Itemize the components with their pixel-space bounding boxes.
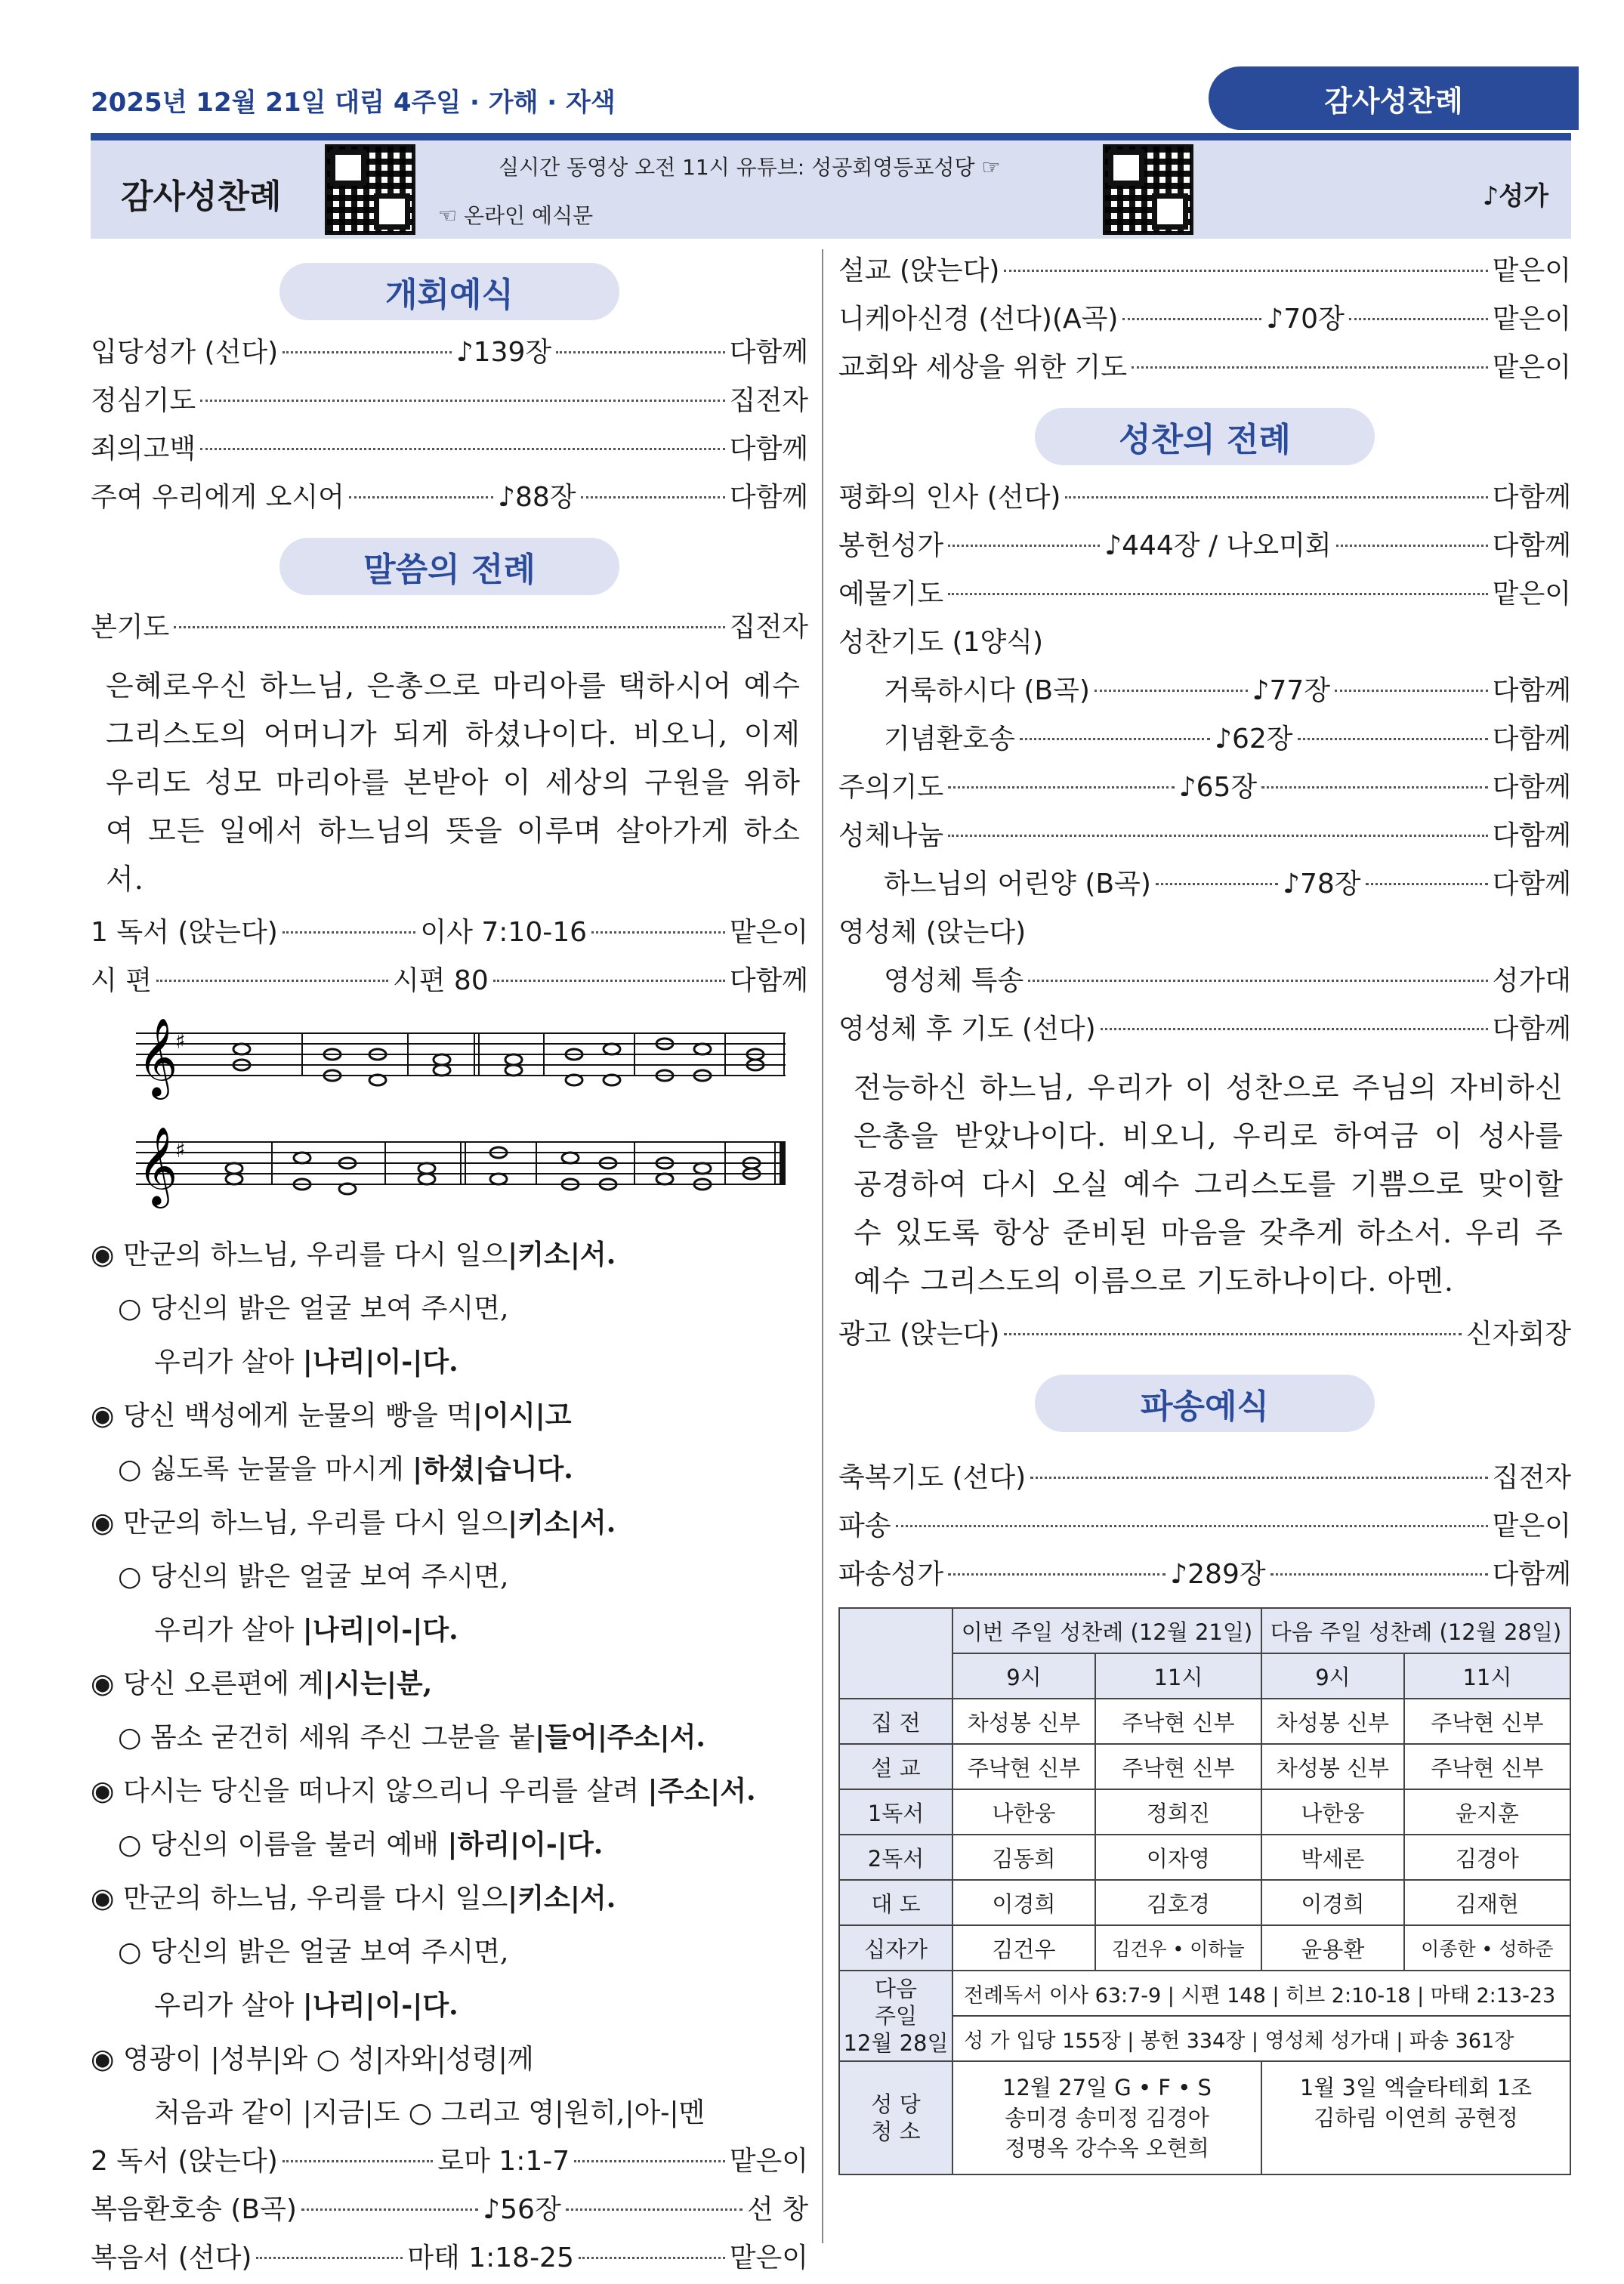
communion-head: 영성체 (앉는다) xyxy=(838,917,1027,948)
left-column xyxy=(91,249,808,2284)
psalm-line: ◉ 당신 백성에게 눈물의 빵을 먹|이시|고 xyxy=(91,1400,572,1431)
time-header: 11시 xyxy=(1404,1653,1570,1699)
order-row: 니케아신경 (선다)(A곡) ♪70장 맡은이 xyxy=(838,304,1572,335)
order-row: 복음서 (선다) 마태 1:18-25 맡은이 xyxy=(91,2242,809,2273)
order-row: 설교 (앉는다) 맡은이 xyxy=(838,255,1571,286)
schedule-cell: 차성봉 신부 xyxy=(1261,1744,1404,1789)
time-header: 9시 xyxy=(1261,1653,1404,1699)
section-dismissal: 파송예식 xyxy=(1035,1375,1375,1432)
role-label: 1독서 xyxy=(839,1789,952,1835)
time-header: 11시 xyxy=(1095,1653,1261,1699)
online-liturgy-text: ☜ 온라인 예식문 xyxy=(438,203,594,228)
psalm-line: ◉ 만군의 하느님, 우리를 다시 일으|키소|서. xyxy=(91,1239,616,1270)
music-staff-2 xyxy=(91,1119,808,1225)
schedule-cell: 이경희 xyxy=(952,1880,1095,1925)
order-row: 주의기도 ♪65장 다함께 xyxy=(838,772,1571,803)
psalm-line: ○ 당신의 밝은 얼굴 보여 주시면, xyxy=(118,1937,509,1968)
order-row: 교회와 세상을 위한 기도 맡은이 xyxy=(838,352,1571,383)
schedule-cell: 김건우 • 이하늘 xyxy=(1095,1925,1261,1971)
psalm-line: 처음과 같이 |지금|도 ○ 그리고 영|원히,|아-|멘 xyxy=(154,2097,705,2128)
schedule-cell: 주낙현 신부 xyxy=(1404,1744,1570,1789)
reading1-row: 1 독서 (앉는다) 이사 7:10-16 맡은이 xyxy=(91,917,809,948)
svg-text:♯: ♯ xyxy=(175,1137,186,1162)
schedule-cell: 주낙현 신부 xyxy=(1404,1699,1570,1744)
order-row: 하느님의 어린양 (B곡) ♪78장 다함께 xyxy=(884,869,1571,900)
psalm-line: ○ 당신의 밝은 얼굴 보여 주시면, xyxy=(118,1293,509,1324)
order-row: 예물기도 맡은이 xyxy=(838,579,1571,610)
post-communion-text: 전능하신 하느님, 우리가 이 성찬으로 주님의 자비하신 은총을 받았나이다. 비오니, 우리로 하여금 이 성사를 공경하여 다시 오실 예수 그리스도를 기쁨으로 맞이할 수 있도록 항상 준비된 마음을 갖추게 하소서. 우리 주 예수 그리스도의 이름으로 기도하나이다. 아멘. xyxy=(854,1071,1564,1298)
live-stream-text: 실시간 동영상 오전 11시 유튜브: 성공회영등포성당 ☞ xyxy=(499,155,1001,180)
psalm-line: ○ 당신의 이름을 불러 예배 |하리|이-|다. xyxy=(118,1829,604,1860)
right-column xyxy=(838,249,1571,2175)
column-divider xyxy=(822,249,823,2243)
psalm-text xyxy=(91,1228,808,2140)
eucharistic-prayer-head: 성찬기도 (1양식) xyxy=(838,627,1044,658)
order-row: 봉헌성가 ♪444장 / 나오미회 다함께 xyxy=(838,530,1571,561)
schedule-cell: 김동희 xyxy=(952,1835,1095,1880)
section-eucharist: 성찬의 전례 xyxy=(1035,408,1375,465)
notice-row: 광고 (앉는다) 신자회장 xyxy=(838,1319,1571,1350)
order-row: 정심기도 집전자 xyxy=(91,385,808,416)
psalm-line: ○ 싫도록 눈물을 마시게 |하셨|습니다. xyxy=(118,1453,573,1485)
collect-text: 은혜로우신 하느님, 은총으로 마리아를 택하시어 예수 그리스도의 어머니가 되게 하셨나이다. 비오니, 이제 우리도 성모 마리아를 본받아 이 세상의 구원을 위하여 모든 일에서 하느님의 뜻을 이루며 살아가게 하소서. xyxy=(106,669,801,896)
schedule-cell: 박세론 xyxy=(1261,1835,1404,1880)
schedule-cell: 차성봉 신부 xyxy=(1261,1699,1404,1744)
schedule-cell: 이자영 xyxy=(1095,1835,1261,1880)
header-box xyxy=(91,140,1571,239)
qr-code-youtube-icon[interactable] xyxy=(1103,144,1193,235)
psalm-line: ◉ 영광이 |성부|와 ○ 성|자와|성령|께 xyxy=(91,2044,534,2075)
order-row: 축복기도 (선다) 집전자 xyxy=(838,1462,1571,1493)
section-word: 말씀의 전례 xyxy=(279,538,619,595)
schedule-cell: 김재현 xyxy=(1404,1880,1570,1925)
corner-badge: 감사성찬례 xyxy=(1209,66,1579,130)
schedule-cell: 김호경 xyxy=(1095,1880,1261,1925)
order-row: 거룩하시다 (B곡) ♪77장 다함께 xyxy=(884,675,1571,706)
order-row: 2 독서 (앉는다) 로마 1:1-7 맡은이 xyxy=(91,2146,809,2177)
next-week-header: 다음 주일 성찬례 (12월 28일) xyxy=(1261,1608,1570,1653)
role-label: 2독서 xyxy=(839,1835,952,1880)
order-row: 영성체 후 기도 (선다) 다함께 xyxy=(838,1014,1571,1045)
role-label: 십자가 xyxy=(839,1925,952,1971)
schedule-cell: 주낙현 신부 xyxy=(952,1744,1095,1789)
schedule-cell: 김경아 xyxy=(1404,1835,1570,1880)
schedule-cell: 주낙현 신부 xyxy=(1095,1744,1261,1789)
schedule-table xyxy=(838,1607,1571,2175)
music-staff-1 xyxy=(91,1011,808,1116)
section-opening: 개회예식 xyxy=(279,263,619,320)
time-header: 9시 xyxy=(952,1653,1095,1699)
schedule-cell: 윤지훈 xyxy=(1404,1789,1570,1835)
schedule-cell: 차성봉 신부 xyxy=(952,1699,1095,1744)
schedule-cell: 나한웅 xyxy=(1261,1789,1404,1835)
order-row: 기념환호송 ♪62장 다함께 xyxy=(884,724,1571,755)
order-row: 평화의 인사 (선다) 다함께 xyxy=(838,482,1571,513)
role-label: 대 도 xyxy=(839,1880,952,1925)
order-row: 복음환호송 (B곡) ♪56장 선 창 xyxy=(91,2194,809,2225)
psalm-row: 시 편 시편 80 다함께 xyxy=(91,965,809,996)
svg-text:♯: ♯ xyxy=(175,1029,186,1054)
order-row: 입당성가 (선다) ♪139장 다함께 xyxy=(91,337,808,368)
order-row: 파송성가 ♪289장 다함께 xyxy=(838,1559,1571,1590)
order-row: 파송 맡은이 xyxy=(838,1511,1571,1542)
next-sunday-label: 다음 주일 12월 28일 xyxy=(839,1971,952,2061)
header-rule xyxy=(91,133,1571,140)
order-row: 영성체 특송 성가대 xyxy=(884,965,1571,996)
psalm-line: ○ 몸소 굳건히 세워 주신 그분을 붙|들어|주소|서. xyxy=(118,1721,705,1753)
psalm-line: 우리가 살아 |나리|이-|다. xyxy=(154,1989,458,2021)
hymn-label: ♪성가 xyxy=(1482,181,1548,211)
role-label: 집 전 xyxy=(839,1699,952,1744)
next-readings: 전례독서 이사 63:7-9 | 시편 148 | 히브 2:10-18 | 마태 2:13-23 xyxy=(952,1971,1570,2016)
schedule-cell: 정희진 xyxy=(1095,1789,1261,1835)
schedule-cell: 나한웅 xyxy=(952,1789,1095,1835)
next-hymns: 성 가 입당 155장 | 봉헌 334장 | 영성체 성가대 | 파송 361장 xyxy=(952,2016,1570,2061)
psalm-line: ◉ 당신 오른편에 계|시는|분, xyxy=(91,1668,433,1699)
schedule-cell: 주낙현 신부 xyxy=(1095,1699,1261,1744)
header-title: 감사성찬례 xyxy=(121,177,282,216)
psalm-line: ○ 당신의 밝은 얼굴 보여 주시면, xyxy=(118,1561,509,1592)
svg-text:𝄞: 𝄞 xyxy=(137,1017,178,1097)
psalm-line: ◉ 다시는 당신을 떠나지 않으리니 우리를 살려 |주소|서. xyxy=(91,1775,756,1807)
psalm-line: 우리가 살아 |나리|이-|다. xyxy=(154,1346,458,1378)
cleaning-group-b: 1월 3일 엑슬타테회 1조 김하림 이연희 공현정 xyxy=(1261,2061,1570,2174)
order-row: 죄의고백 다함께 xyxy=(91,434,808,465)
qr-code-online-icon[interactable] xyxy=(325,144,415,235)
svg-text:𝄞: 𝄞 xyxy=(137,1126,178,1205)
role-label: 설 교 xyxy=(839,1744,952,1789)
collect-row: 본기도 집전자 xyxy=(91,612,808,643)
schedule-cell: 이경희 xyxy=(1261,1880,1404,1925)
cleaning-group-a: 12월 27일 G • F • S 송미경 송미정 김경아 정명옥 강수옥 오현희 xyxy=(952,2061,1261,2174)
psalm-line: 우리가 살아 |나리|이-|다. xyxy=(154,1614,458,1646)
psalm-line: ◉ 만군의 하느님, 우리를 다시 일으|키소|서. xyxy=(91,1507,616,1539)
schedule-cell: 윤용환 xyxy=(1261,1925,1404,1971)
cleaning-label: 성 당 청 소 xyxy=(839,2061,952,2174)
schedule-cell: 이종한 • 성하준 xyxy=(1404,1925,1570,1971)
order-row: 주여 우리에게 오시어 ♪88장 다함께 xyxy=(91,482,809,513)
psalm-line: ◉ 만군의 하느님, 우리를 다시 일으|키소|서. xyxy=(91,1882,616,1914)
order-row: 성체나눔 다함께 xyxy=(838,820,1571,851)
date-line: 2025년 12월 21일 대림 4주일 · 가해 · 자색 xyxy=(91,88,616,118)
this-week-header: 이번 주일 성찬례 (12월 21일) xyxy=(952,1608,1261,1653)
schedule-cell: 김건우 xyxy=(952,1925,1095,1971)
